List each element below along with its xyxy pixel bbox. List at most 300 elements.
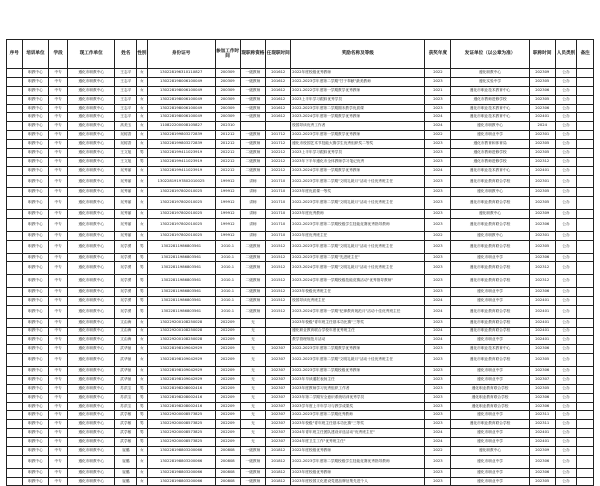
cell-id-number: 130228198109042929 (147, 345, 215, 354)
cell-training-unit: 职教中心 (22, 384, 49, 393)
column-header: 获奖年度 (425, 40, 451, 69)
cell-work-start: 200309 (215, 95, 240, 104)
cell-work-unit: 遵化市职教中心 (67, 446, 115, 455)
cell-issuing-unit: 遵化职业教育联合学校 (451, 402, 530, 411)
cell-issuing-unit: 遵化市职业技术教育中心 (451, 86, 530, 95)
cell-gender: 女 (137, 455, 147, 468)
cell-serial (7, 402, 23, 411)
cell-gender: 男 (137, 240, 147, 253)
cell-gender: 男 (137, 393, 147, 402)
cell-gender: 男 (137, 296, 147, 305)
cell-stage: 中专 (49, 253, 68, 262)
cell-stage: 中专 (49, 345, 68, 354)
cell-id-number: 130228197802010025 (147, 188, 215, 197)
cell-serial (7, 240, 23, 253)
cell-cert-date: 202306 (529, 402, 555, 411)
cell-serial (7, 375, 23, 384)
cell-stage: 中专 (49, 411, 68, 420)
cell-training-unit: 职教中心 (22, 296, 49, 305)
cell-cert-date: 202306 (529, 468, 555, 477)
cell-remark (577, 429, 594, 438)
cell-title-date: 201710 (266, 188, 291, 197)
cell-work-unit: 遵化市职教中心 (67, 140, 115, 149)
cell-title-date: 201612 (266, 77, 291, 86)
cell-name: 吴学勇 (115, 275, 137, 288)
cell-staff-type: 公办 (555, 393, 577, 402)
cell-work-start: 200309 (215, 113, 240, 122)
cell-award-name: 2023-2024学年度第一学期教学优秀教师 (291, 166, 425, 175)
cell-remark (577, 420, 594, 429)
table-row (7, 140, 594, 149)
cell-title: 无 (240, 318, 266, 327)
cell-issuing-unit: 遵化市职业教育联合学校 (451, 240, 530, 253)
cell-issuing-unit: 遵化市职业技术教育中心 (451, 345, 530, 354)
cell-issuing-unit: 遵化市职业技术教育中心 (451, 113, 530, 122)
cell-training-unit: 职教中心 (22, 131, 49, 140)
cell-work-start: 200309 (215, 69, 240, 78)
cell-work-unit: 遵化市职教中心 (67, 95, 115, 104)
cell-stage: 中专 (49, 104, 68, 113)
cell-work-unit: 遵化市职教中心 (67, 149, 115, 158)
cell-work-unit: 遵化市职教中心 (67, 318, 115, 327)
cell-staff-type: 公办 (555, 104, 577, 113)
cell-id-number: 13022819197802010025 (147, 175, 215, 188)
cell-name: 吴学勇 (115, 262, 137, 275)
cell-work-unit: 遵化市职教中心 (67, 336, 115, 345)
cell-gender: 男 (137, 384, 147, 393)
table-row (7, 366, 594, 375)
cell-award-year: 2023 (425, 420, 451, 429)
cell-title-date: 201512 (266, 253, 291, 262)
cell-name: 文由海 (115, 336, 137, 345)
cell-training-unit: 职教中心 (22, 122, 49, 131)
cell-issuing-unit: 遵化市职业中学 (451, 296, 530, 305)
cell-staff-type: 公办 (555, 468, 577, 477)
cell-serial (7, 429, 23, 438)
cell-award-name: 2023学年度上半年学习与教学成果奖 (291, 402, 425, 411)
cell-staff-type: 公办 (555, 219, 577, 232)
cell-cert-date: 202305 (529, 140, 555, 149)
cell-title-date: 201710 (266, 197, 291, 210)
table-header-row (7, 40, 594, 69)
cell-serial (7, 262, 23, 275)
cell-stage: 中专 (49, 420, 68, 429)
cell-serial (7, 455, 23, 468)
cell-work-start: 202209 (215, 411, 240, 420)
cell-training-unit: 职教中心 (22, 305, 49, 318)
cell-work-unit: 遵化市职教中心 (67, 262, 115, 275)
cell-issuing-unit: 遵化市职教中心 (451, 231, 530, 240)
cell-training-unit: 职教中心 (22, 438, 49, 447)
column-header: 身份证号 (147, 40, 215, 69)
cell-stage: 中专 (49, 288, 68, 297)
cell-award-name: 2022-2023学年度第二学期"先进班主任" (291, 253, 425, 262)
cell-award-year: 2024 (425, 429, 451, 438)
cell-training-unit: 职教中心 (22, 240, 49, 253)
cell-issuing-unit: 遵化市职业教育联合学校 (451, 197, 530, 210)
cell-issuing-unit: 遵化市教师进修学校 (451, 157, 530, 166)
cell-title: 二级教师 (240, 253, 266, 262)
cell-id-number: 130228198803200066 (147, 477, 215, 486)
cell-work-unit: 遵化市职教中心 (67, 131, 115, 140)
cell-work-start: 202209 (215, 327, 240, 336)
cell-issuing-unit: 遵化市职业教育联合学校 (451, 262, 530, 275)
cell-stage: 中专 (49, 354, 68, 367)
cell-award-name: 2023年度教师学习优秀组织工作者 (291, 384, 425, 393)
cell-work-start: 199912 (215, 175, 240, 188)
cell-work-unit: 遵化市职教中心 (67, 253, 115, 262)
cell-cert-date: 202305 (529, 354, 555, 367)
cell-cert-date: 202306 (529, 288, 555, 297)
cell-title: 二级教师 (240, 149, 266, 158)
cell-id-number: 130228198006100049 (147, 77, 215, 86)
cell-title-date: 201612 (266, 69, 291, 78)
cell-work-start: 2010.1 (215, 262, 240, 275)
cell-remark (577, 95, 594, 104)
cell-issuing-unit: 遵化职教中心 (451, 210, 530, 219)
cell-stage: 中专 (49, 188, 68, 197)
cell-title-date: 202307 (266, 366, 291, 375)
cell-name: 武学敏 (115, 411, 137, 420)
cell-issuing-unit: 遵化市职业中学 (451, 288, 530, 297)
cell-gender: 女 (137, 327, 147, 336)
cell-work-start: 199912 (215, 210, 240, 219)
table-row (7, 188, 594, 197)
cell-cert-date: 202306 (529, 104, 555, 113)
cell-issuing-unit: 遵化市职业中学 (451, 375, 530, 384)
cell-name: 吴秀丽 (115, 175, 137, 188)
cell-id-number: 130228198109042929 (147, 375, 215, 384)
cell-title-date: 202212 (266, 157, 291, 166)
cell-issuing-unit: 遵化市职业中学 (451, 455, 530, 468)
cell-work-start: 202209 (215, 318, 240, 327)
cell-cert-date: 202306 (529, 86, 555, 95)
cell-work-unit: 遵化市职教中心 (67, 438, 115, 447)
cell-training-unit: 职教中心 (22, 157, 49, 166)
cell-award-year: 2023 (425, 393, 451, 402)
cell-name: 武华祯 (115, 375, 137, 384)
cell-stage: 中专 (49, 296, 68, 305)
cell-cert-date: 202306 (529, 393, 555, 402)
table-row (7, 327, 594, 336)
cell-serial (7, 327, 23, 336)
cell-award-year: 2023 (425, 402, 451, 411)
cell-remark (577, 446, 594, 455)
column-header: 姓名 (115, 40, 137, 69)
cell-work-unit: 遵化市职教中心 (67, 420, 115, 429)
cell-issuing-unit: 遵化市职教中心 (451, 188, 530, 197)
cell-issuing-unit: 遵化市职业教育联合学校 (451, 175, 530, 188)
cell-remark (577, 197, 594, 210)
cell-training-unit: 职教中心 (22, 327, 49, 336)
cell-remark (577, 384, 594, 393)
cell-name: 高美玉 (115, 122, 137, 131)
cell-award-year: 2023 (425, 411, 451, 420)
cell-award-year: 2024 (425, 296, 451, 305)
cell-title: 二级教师 (240, 296, 266, 305)
cell-award-year: 2023 (425, 95, 451, 104)
cell-serial (7, 288, 23, 297)
cell-staff-type: 公办 (555, 166, 577, 175)
cell-title-date: 201512 (266, 262, 291, 275)
cell-name: 武学敏 (115, 429, 137, 438)
cell-cert-date: 202312 (529, 157, 555, 166)
cell-gender: 男 (137, 420, 147, 429)
cell-work-start: 202212 (215, 157, 240, 166)
cell-title-date: 202307 (266, 354, 291, 367)
cell-work-unit: 遵化市职教中心 (67, 166, 115, 175)
cell-award-year: 2024 (425, 438, 451, 447)
cell-cert-date: 202401 (529, 438, 555, 447)
cell-training-unit: 职教中心 (22, 354, 49, 367)
cell-gender: 女 (137, 140, 147, 149)
cell-award-year: 2023 (425, 240, 451, 253)
cell-issuing-unit: 遵化市职业教育联合学校 (451, 318, 530, 327)
cell-cert-date: 202309 (529, 446, 555, 455)
cell-cert-date: 202309 (529, 210, 555, 219)
cell-work-start: 200808 (215, 477, 240, 486)
cell-issuing-unit: 遵化职业教育联合学校 (451, 393, 530, 402)
cell-title-date: 202307 (266, 384, 291, 393)
cell-title: 讲师 (240, 231, 266, 240)
cell-work-start: 199912 (215, 219, 240, 232)
table-row (7, 446, 594, 455)
cell-work-start: 201212 (215, 131, 240, 140)
cell-title-date: 202307 (266, 438, 291, 447)
column-header: 参加工作时间 (215, 40, 240, 69)
cell-training-unit: 职教中心 (22, 318, 49, 327)
cell-award-name: 2023-2024学年度第一学期"纪律教育规范月"活动十佳优秀班主任 (291, 305, 425, 318)
cell-issuing-unit: 遵化市职业技术教育中心 (451, 104, 530, 113)
cell-award-year: 2023 (425, 197, 451, 210)
cell-training-unit: 职教中心 (22, 336, 49, 345)
cell-id-number: 130228198803200066 (147, 455, 215, 468)
cell-award-year: 2023 (425, 157, 451, 166)
cell-title: 无 (240, 411, 266, 420)
cell-title: 无 (240, 366, 266, 375)
cell-award-name: 2023年第二学期安全意识系统培训优秀学员 (291, 393, 425, 402)
cell-cert-date: 202305 (529, 77, 555, 86)
cell-id-number: 130228198109042929 (147, 366, 215, 375)
cell-title-date: 202307 (266, 402, 291, 411)
cell-stage: 中专 (49, 468, 68, 477)
cell-training-unit: 职教中心 (22, 477, 49, 486)
cell-remark (577, 253, 594, 262)
cell-staff-type: 公办 (555, 366, 577, 375)
cell-issuing-unit: 遵化市职业中学 (451, 253, 530, 262)
cell-gender: 男 (137, 411, 147, 420)
cell-award-name: 教学管理规范月活动 (291, 336, 425, 345)
cell-title: 一级教师 (240, 104, 266, 113)
cell-stage: 中专 (49, 69, 68, 78)
cell-serial (7, 366, 23, 375)
cell-work-start: 200309 (215, 86, 240, 95)
cell-title-date: 201612 (266, 104, 291, 113)
cell-training-unit: 职教中心 (22, 275, 49, 288)
cell-stage: 中专 (49, 262, 68, 275)
cell-remark (577, 288, 594, 297)
table-row (7, 438, 594, 447)
cell-award-name: 2022-2023学年度第二学期"文明礼貌月"活动十佳优秀班主任 (291, 175, 425, 188)
cell-training-unit: 职教中心 (22, 210, 49, 219)
table-row (7, 157, 594, 166)
cell-gender: 男 (137, 262, 147, 275)
cell-cert-date: 202401 (529, 336, 555, 345)
cell-work-start: 200808 (215, 468, 240, 477)
cell-stage: 中专 (49, 402, 68, 411)
cell-work-start: 2010.1 (215, 253, 240, 262)
cell-name: 吴秀丽 (115, 166, 137, 175)
cell-serial (7, 477, 23, 486)
cell-remark (577, 402, 594, 411)
table-row (7, 262, 594, 275)
cell-cert-date: 202301 (529, 231, 555, 240)
table-row (7, 393, 594, 402)
cell-name: 王志平 (115, 86, 137, 95)
cell-work-start: 2010.1 (215, 288, 240, 297)
column-header: 现工作单位 (67, 40, 115, 69)
cell-training-unit: 职教中心 (22, 140, 49, 149)
cell-award-year: 2024 (425, 305, 451, 318)
cell-name: 吴学勇 (115, 253, 137, 262)
cell-name: 武华祯 (115, 366, 137, 375)
cell-remark (577, 366, 594, 375)
cell-cert-date: 202306 (529, 253, 555, 262)
cell-remark (577, 296, 594, 305)
cell-title: 一级教师 (240, 95, 266, 104)
cell-issuing-unit: 遵化市教师进修学校 (451, 149, 530, 158)
cell-staff-type: 公办 (555, 446, 577, 455)
cell-award-name: 2022-2023学年度第二学期"文明礼貌月"活动十佳优秀班主任 (291, 240, 425, 253)
cell-serial (7, 175, 23, 188)
cell-gender: 男 (137, 429, 147, 438)
cell-work-unit: 遵化市职教中心 (67, 393, 115, 402)
cell-staff-type: 公办 (555, 175, 577, 188)
cell-training-unit: 职教中心 (22, 402, 49, 411)
table-row (7, 95, 594, 104)
cell-title-date: 201712 (266, 131, 291, 140)
cell-award-year: 2023 (425, 375, 451, 384)
cell-id-number: 130229200108250028 (147, 327, 215, 336)
cell-title-date: 202307 (266, 429, 291, 438)
cell-award-year: 2023 (425, 140, 451, 149)
cell-gender: 女 (137, 86, 147, 95)
cell-gender: 女 (137, 175, 147, 188)
cell-work-unit: 遵化市职教中心 (67, 175, 115, 188)
cell-work-unit: 遵化市职教中心 (67, 354, 115, 367)
cell-gender: 女 (137, 95, 147, 104)
cell-stage: 中专 (49, 393, 68, 402)
cell-id-number: 130229200108250028 (147, 336, 215, 345)
cell-gender: 女 (137, 345, 147, 354)
cell-gender: 女 (137, 197, 147, 210)
cell-title: 无 (240, 384, 266, 393)
cell-name: 吴树香 (115, 140, 137, 149)
cell-name: 崔璐 (115, 455, 137, 468)
cell-staff-type: 公办 (555, 296, 577, 305)
cell-stage: 中专 (49, 122, 68, 131)
cell-id-number: 130229200008573825 (147, 438, 215, 447)
cell-cert-date: 202305 (529, 240, 555, 253)
cell-issuing-unit: 遵化职教中心 (451, 446, 530, 455)
cell-stage: 中专 (49, 446, 68, 455)
table-row (7, 210, 594, 219)
cell-work-unit: 遵化市职教中心 (67, 345, 115, 354)
cell-serial (7, 345, 23, 354)
cell-gender: 男 (137, 157, 147, 166)
cell-work-unit: 遵化市职教中心 (67, 429, 115, 438)
cell-staff-type: 公办 (555, 275, 577, 288)
cell-cert-date: 202401 (529, 305, 555, 318)
table-row (7, 166, 594, 175)
table-row (7, 149, 594, 158)
cell-title-date: 201512 (266, 240, 291, 253)
cell-award-name: 2024年青年班主任团队建设评选活动"优秀班主任" (291, 429, 425, 438)
cell-training-unit: 职教中心 (22, 345, 49, 354)
cell-cert-date: 202305 (529, 188, 555, 197)
cell-work-start: 202209 (215, 354, 240, 367)
cell-title (240, 122, 266, 131)
cell-gender: 男 (137, 438, 147, 447)
cell-award-name: 2023年早读通报表扬主任 (291, 375, 425, 384)
cell-cert-date: 202401 (529, 429, 555, 438)
cell-id-number: 130228199411023919 (147, 157, 215, 166)
cell-work-unit: 遵化市职教中心 (67, 477, 115, 486)
cell-stage: 中专 (49, 384, 68, 393)
cell-training-unit: 职教中心 (22, 455, 49, 468)
cell-name: 吴秀丽 (115, 219, 137, 232)
cell-issuing-unit: 遵化市教师进修学校 (451, 95, 530, 104)
table-row (7, 275, 594, 288)
cell-name: 文由海 (115, 327, 137, 336)
column-header: 备注 (577, 40, 594, 69)
cell-cert-date: 202401 (529, 166, 555, 175)
cell-name: 崔璐 (115, 477, 137, 486)
cell-award-year: 2022 (425, 231, 451, 240)
cell-issuing-unit: 遵化市职业教育联合学校 (451, 354, 530, 367)
cell-title-date: 202307 (266, 375, 291, 384)
cell-award-name: 2022年度校级优秀教师 (291, 69, 425, 78)
cell-remark (577, 104, 594, 113)
table-row (7, 336, 594, 345)
cell-title-date: 201512 (266, 288, 291, 297)
cell-staff-type: 公办 (555, 69, 577, 78)
cell-name: 吴学勇 (115, 305, 137, 318)
column-header: 学段 (49, 40, 68, 69)
cell-award-name: 遵化市校园艺术节技能大赛学生优秀组织奖二等奖 (291, 140, 425, 149)
cell-cert-date: 202309 (529, 69, 555, 78)
cell-staff-type: 公办 (555, 188, 577, 197)
cell-work-unit: 遵化市职教中心 (67, 113, 115, 122)
cell-gender: 女 (137, 77, 147, 86)
cell-cert-date: 202311 (529, 420, 555, 429)
cell-name: 武华祯 (115, 345, 137, 354)
cell-name: 吴学勇 (115, 296, 137, 305)
table-row (7, 429, 594, 438)
cell-training-unit: 职教中心 (22, 113, 49, 122)
cell-title-date: 202212 (266, 149, 291, 158)
cell-stage: 中专 (49, 438, 68, 447)
cell-id-number: 130228199411023919 (147, 149, 215, 158)
cell-staff-type: 公办 (555, 305, 577, 318)
table-row (7, 402, 594, 411)
cell-remark (577, 77, 594, 86)
cell-work-start: 2010.1 (215, 296, 240, 305)
cell-title: 无 (240, 438, 266, 447)
cell-title-date: 201512 (266, 296, 291, 305)
cell-gender: 女 (137, 446, 147, 455)
cell-title: 无 (240, 429, 266, 438)
